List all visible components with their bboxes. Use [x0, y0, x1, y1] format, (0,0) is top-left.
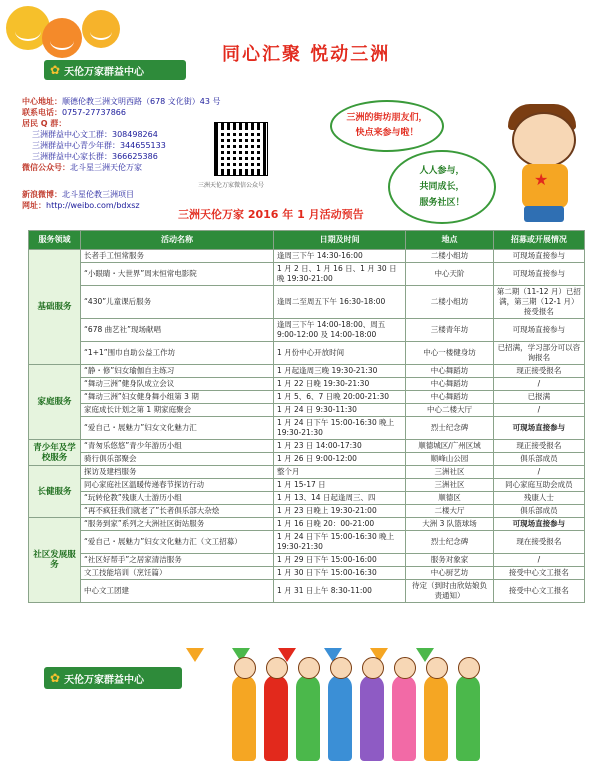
cartoon-child-illustration: [264, 675, 288, 761]
logo-mark-icon: ✿: [50, 63, 61, 77]
cartoon-child-illustration: [360, 675, 384, 761]
activity-time: 1 月 16 日晚 20：00-21:00: [273, 518, 405, 531]
bunting-flag-icon: [186, 648, 204, 662]
qr-caption: 三洲天伦万家微信公众号: [198, 182, 265, 189]
recruit-status: 可现场直接参与: [493, 263, 584, 286]
center-logo: [44, 60, 186, 80]
activity-location: 三洲社区: [406, 479, 493, 492]
table-row: [29, 342, 585, 365]
activity-name: “678 曲艺社”现场献唱: [81, 319, 274, 342]
activity-table: [28, 230, 585, 603]
recruit-status: 现正接受报名: [493, 440, 584, 453]
table-row: [29, 440, 585, 453]
qq-group: 三洲群益中心文工群：308498264: [32, 130, 158, 139]
recruit-status: 现正接受报名: [493, 365, 584, 378]
recruit-status: 第二期（11-12 月）已招满，第三期（12-1 月）接受报名: [493, 286, 584, 319]
activity-name: “爱自己・展魅力”妇女文化魅力汇: [81, 417, 274, 440]
activity-time: 1 月 2 日、1 月 16 日、1 月 30 日晚 19:30-21:00: [273, 263, 405, 286]
recruit-status: 可现场直接参与: [493, 250, 584, 263]
activity-time: 1 月 24 日 9:30-11:30: [273, 404, 405, 417]
service-category: 社区发展服务: [29, 518, 81, 603]
sun-icon: [42, 18, 82, 58]
activity-name: “舞动三洲”健身队成立会议: [81, 378, 274, 391]
qr-code-icon: [214, 122, 268, 176]
activity-name: “430”儿童课后服务: [81, 286, 274, 319]
page-slogan: 同心汇聚 悦动三洲: [222, 44, 391, 65]
star-icon: ★: [534, 170, 549, 189]
table-row: [29, 391, 585, 404]
cartoon-child-illustration: [232, 675, 256, 761]
logo-text: 天伦万家群益中心: [64, 674, 145, 686]
activity-time: 1 月 24 日下午 15:00-16:30 晚上 19:30-21:30: [273, 531, 405, 554]
cartoon-child-illustration: [296, 675, 320, 761]
activity-name: 文工技能培训（烹饪篇）: [81, 567, 274, 580]
column-header: 活动名称: [81, 231, 274, 250]
table-row: [29, 554, 585, 567]
recruit-status: /: [493, 554, 584, 567]
table-row: [29, 250, 585, 263]
activity-location: 中心天阶: [406, 263, 493, 286]
recruit-status: /: [493, 378, 584, 391]
logo-mark-icon: ✿: [50, 671, 61, 685]
activity-name: 家庭成长计划之第 1 期家庭聚会: [81, 404, 274, 417]
qq-line: 居民 Q 群：: [22, 119, 67, 128]
activity-location: 三楼青年坊: [406, 319, 493, 342]
activity-location: 服务对象家: [406, 554, 493, 567]
table-title: 三洲天伦万家 2016 年 1 月活动预告: [178, 208, 364, 221]
table-row: [29, 263, 585, 286]
column-header: 日期及时间: [273, 231, 405, 250]
column-header: 地点: [406, 231, 493, 250]
sun-icon: [82, 10, 120, 48]
activity-time: 1 月 31 日上午 8:30-11:00: [273, 580, 405, 603]
table-row: [29, 567, 585, 580]
activity-location: 烈士纪念碑: [406, 531, 493, 554]
activity-location: 中心舞蹈坊: [406, 365, 493, 378]
recruit-status: 可现场直接参与: [493, 518, 584, 531]
activity-time: 逢周三下午 14:00-18:00、周五 9:00-12:00 及 14:00-18:00: [273, 319, 405, 342]
activity-time: 1 月 13、14 日起逢周三、四: [273, 492, 405, 505]
table-row: [29, 518, 585, 531]
table-row: [29, 479, 585, 492]
table-row: [29, 466, 585, 479]
activity-time: 1 月 22 日晚 19:30-21:30: [273, 378, 405, 391]
activity-name: 探访及建档服务: [81, 466, 274, 479]
table-row: [29, 319, 585, 342]
table-row: [29, 492, 585, 505]
table-row: [29, 505, 585, 518]
activity-time: 1 月 29 日下午 15:00-16:00: [273, 554, 405, 567]
activity-location: 烈士纪念碑: [406, 417, 493, 440]
activity-time: 逢周二至周五下午 16:30-18:00: [273, 286, 405, 319]
activity-name: “1+1”围巾自助公益工作坊: [81, 342, 274, 365]
activity-name: 中心文工团建: [81, 580, 274, 603]
recruit-status: 接受中心文工报名: [493, 567, 584, 580]
activity-time: 整个月: [273, 466, 405, 479]
activity-name: “静・修”妇女瑜伽自主练习: [81, 365, 274, 378]
activity-location: 中心一楼健身坊: [406, 342, 493, 365]
table-header-row: [29, 231, 585, 250]
activity-time: 1 月 30 日下午 15:00-16:30: [273, 567, 405, 580]
activity-time: 1 月 23 日 14:00-17:30: [273, 440, 405, 453]
activity-location: 二楼大厅: [406, 505, 493, 518]
activity-name: “小眼睛・大世界”周末恒常电影院: [81, 263, 274, 286]
cartoon-child-illustration: [392, 675, 416, 761]
recruit-status: 俱乐部成员: [493, 505, 584, 518]
activity-time: 1 月份中心开放时间: [273, 342, 405, 365]
qq-group: 三洲群益中心青少年群：344655133: [32, 141, 166, 150]
recruit-status: 可现场直接参与: [493, 319, 584, 342]
speech-bubble: 人人参与， 共同成长， 服务社区！: [388, 150, 496, 224]
activity-location: 中心舞蹈坊: [406, 391, 493, 404]
activity-location: 顺德区: [406, 492, 493, 505]
activity-location: 顺德城区/广州区域: [406, 440, 493, 453]
activity-name: 长者手工恒常服务: [81, 250, 274, 263]
recruit-status: 残康人士: [493, 492, 584, 505]
website-line[interactable]: 网址：http://weibo.com/bdxsz: [22, 201, 140, 210]
activity-location: 大洲 3 队篮球场: [406, 518, 493, 531]
contact-info: [22, 96, 312, 211]
column-header: 服务领域: [29, 231, 81, 250]
activity-location: 二楼小组坊: [406, 286, 493, 319]
recruit-status: 已招满，学习部分可以咨询报名: [493, 342, 584, 365]
cartoon-child-illustration: [328, 675, 352, 761]
table-row: [29, 531, 585, 554]
activity-name: “青匆乐悠悠”青少年游历小组: [81, 440, 274, 453]
activity-location: 待定（到时由欣姑娘负责通知）: [406, 580, 493, 603]
address-line: 中心地址：顺德伦教三洲文明西路（678 文化街）43 号: [22, 97, 221, 106]
table-row: [29, 378, 585, 391]
speech-bubble: 三洲的街坊朋友们， 快点来参与啦！: [330, 100, 444, 152]
activity-time: 1 月 26 日 9:00-12:00: [273, 453, 405, 466]
recruit-status: 接受中心文工报名: [493, 580, 584, 603]
activity-time: 1 月 24 日下午 15:00-16:30 晚上 19:30-21:30: [273, 417, 405, 440]
logo-text: 天伦万家群益中心: [64, 66, 145, 78]
activity-name: “玩转伦教”残康人士游历小组: [81, 492, 274, 505]
activity-name: 骑行俱乐部聚会: [81, 453, 274, 466]
phone-line: 联系电话：0757-27737866: [22, 108, 126, 117]
activity-location: 二楼小组坊: [406, 250, 493, 263]
center-logo: [44, 667, 182, 689]
service-category: 基础服务: [29, 250, 81, 365]
activity-name: “社区好帮手”之居家清洁服务: [81, 554, 274, 567]
table-row: [29, 365, 585, 378]
table-row: [29, 286, 585, 319]
table-row: [29, 417, 585, 440]
column-header: 招募或开展情况: [493, 231, 584, 250]
activity-location: 中心厨艺坊: [406, 567, 493, 580]
activity-name: “服务到家”系列之大洲社区街站服务: [81, 518, 274, 531]
recruit-status: 已报满: [493, 391, 584, 404]
recruit-status: /: [493, 404, 584, 417]
activity-time: 逢周三下午 14:30-16:00: [273, 250, 405, 263]
activity-name: “爱自己・展魅力”妇女文化魅力汇（文工招募）: [81, 531, 274, 554]
activity-location: 顺峰山公园: [406, 453, 493, 466]
weibo-line: 新浪微博：北斗星伦教三洲项目: [22, 190, 134, 199]
recruit-status: 可现场直接参与: [493, 417, 584, 440]
activity-location: 三洲社区: [406, 466, 493, 479]
recruit-status: 现在接受报名: [493, 531, 584, 554]
activity-time: 1 月 15-17 日: [273, 479, 405, 492]
recruit-status: 俱乐部成员: [493, 453, 584, 466]
activity-name: “舞动三洲”妇女健身舞小组第 3 期: [81, 391, 274, 404]
table-row: [29, 453, 585, 466]
service-category: 长健服务: [29, 466, 81, 518]
service-category: 家庭服务: [29, 365, 81, 440]
activity-time: 1 月起逢周三晚 19:30-21:30: [273, 365, 405, 378]
recruit-status: /: [493, 466, 584, 479]
activity-name: 同心家庭社区温暖传递春节探访行动: [81, 479, 274, 492]
activity-time: 1 月 5、6、7 日晚 20:00-21:30: [273, 391, 405, 404]
qq-group: 三洲群益中心家长群：366625386: [32, 152, 158, 161]
table-row: [29, 580, 585, 603]
recruit-status: 同心家庭互助会成员: [493, 479, 584, 492]
activity-location: 中心二楼大厅: [406, 404, 493, 417]
cartoon-child-illustration: [456, 675, 480, 761]
cartoon-child-illustration: [424, 675, 448, 761]
table-row: [29, 404, 585, 417]
activity-time: 1 月 23 日晚上 19:30-21:00: [273, 505, 405, 518]
wechat-line: 微信公众号：北斗星三洲天伦万家: [22, 163, 142, 172]
activity-name: “再不疯狂我们就老了”长者俱乐部大杂烩: [81, 505, 274, 518]
service-category: 青少年及学校服务: [29, 440, 81, 466]
activity-location: 中心舞蹈坊: [406, 378, 493, 391]
